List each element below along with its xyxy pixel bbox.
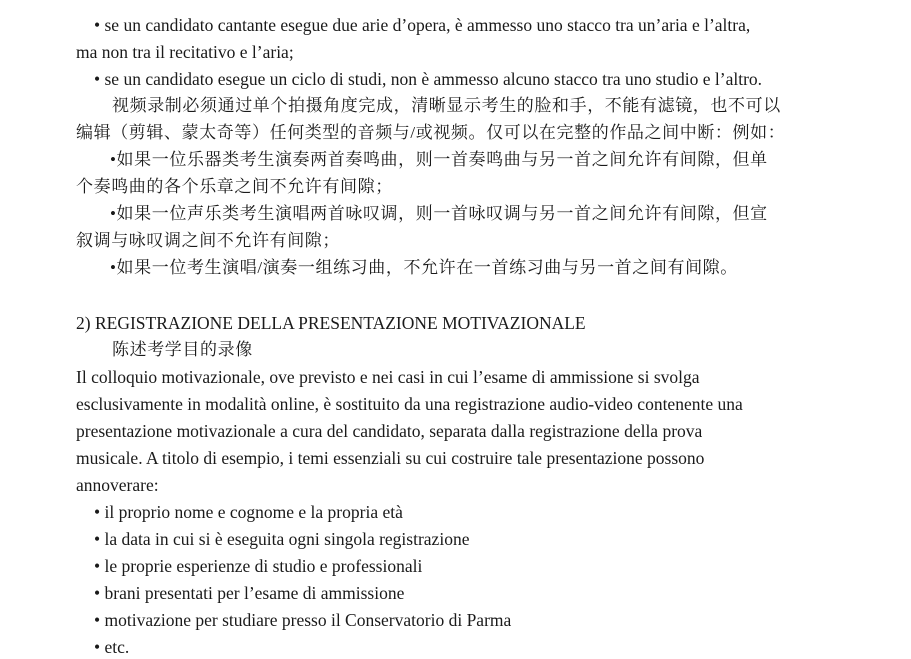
list-item: • le proprie esperienze di studio e professionali — [94, 556, 423, 576]
section-heading: 2) REGISTRAZIONE DELLA PRESENTAZIONE MOTIVAZIONALE — [76, 313, 586, 333]
paragraph-line: presentazione motivazionale a cura del candidato, separata dalla registrazione della prova — [76, 421, 703, 441]
chinese-line: 视频录制必须通过单个拍摄角度完成，清晰显示考生的脸和手，不能有滤镜，也不可以 — [112, 96, 781, 115]
intro-bullet-line: ma non tra il recitativo e l’aria; — [76, 42, 294, 62]
paragraph-line: esclusivamente in modalità online, è sostituito da una registrazione audio-video contenente una — [76, 394, 743, 414]
list-item: • la data in cui si è eseguita ogni singola registrazione — [94, 529, 470, 549]
chinese-line: •如果一位乐器类考生演奏两首奏鸣曲，则一首奏鸣曲与另一首之间允许有间隙，但单 — [110, 150, 768, 169]
chinese-line: 个奏鸣曲的各个乐章之间不允许有间隙； — [76, 177, 393, 196]
list-item: • etc. — [94, 637, 130, 657]
chinese-line: 叙调与咏叹调之间不允许有间隙； — [76, 231, 340, 250]
section-subheading: 陈述考学目的录像 — [112, 340, 253, 359]
list-item: • il proprio nome e cognome e la propria età — [94, 502, 403, 522]
intro-bullet-line: • se un candidato esegue un ciclo di studi, non è ammesso alcuno stacco tra uno studio e l’altro. — [94, 69, 763, 89]
chinese-line: 编辑（剪辑、蒙太奇等）任何类型的音频与/或视频。仅可以在完整的作品之间中断：例如： — [76, 123, 786, 142]
list-item: • brani presentati per l’esame di ammissione — [94, 583, 405, 603]
chinese-line: •如果一位考生演唱/演奏一组练习曲，不允许在一首练习曲与另一首之间有间隙。 — [110, 258, 738, 277]
chinese-line: •如果一位声乐类考生演唱两首咏叹调，则一首咏叹调与另一首之间允许有间隙，但宣 — [110, 204, 768, 223]
paragraph-line: musicale. A titolo di esempio, i temi essenziali su cui costruire tale presentazione possono — [76, 448, 705, 468]
intro-bullet-line: • se un candidato cantante esegue due arie d’opera, è ammesso uno stacco tra un’aria e l’altra, — [94, 15, 751, 35]
paragraph-line: Il colloquio motivazionale, ove previsto e nei casi in cui l’esame di ammissione si svolga — [76, 367, 700, 387]
paragraph-line: annoverare: — [76, 475, 159, 495]
list-item: • motivazione per studiare presso il Conservatorio di Parma — [94, 610, 512, 630]
